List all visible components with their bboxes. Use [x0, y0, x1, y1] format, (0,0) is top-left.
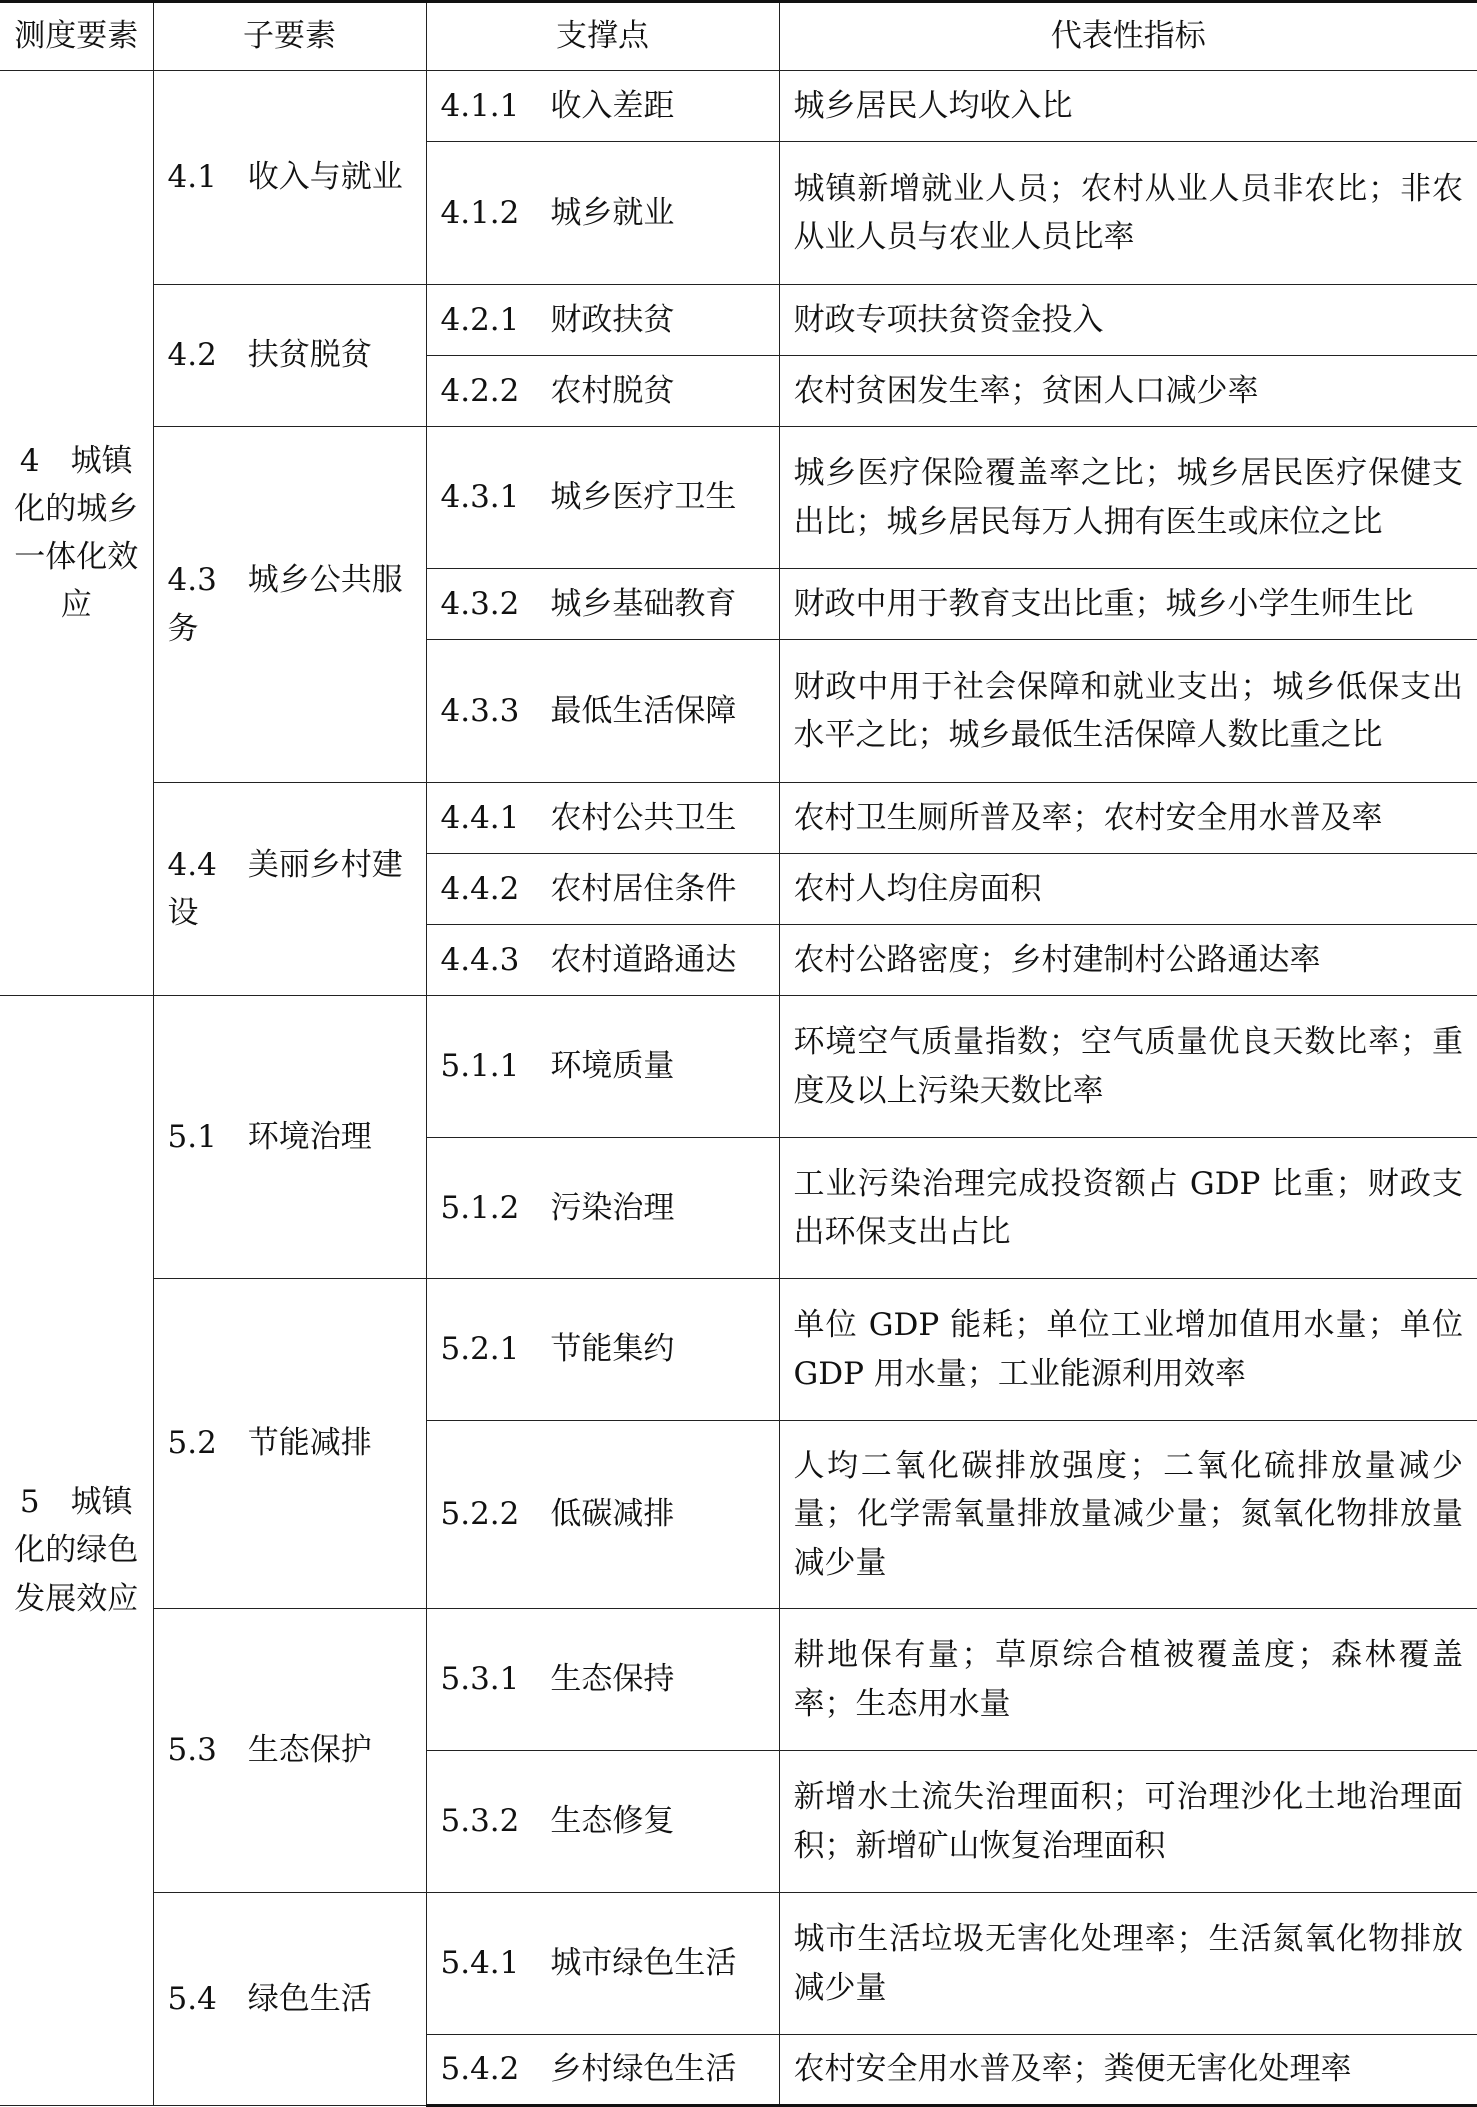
support-point-cell: 5.1.2 污染治理 — [426, 1138, 779, 1279]
subelement-cell: 4.3 城乡公共服务 — [153, 427, 426, 783]
header-support-point: 支撑点 — [426, 2, 779, 71]
element-cell: 4 城镇化的城乡一体化效应 — [0, 71, 153, 996]
indicator-cell: 人均二氧化碳排放强度；二氧化硫排放量减少量；化学需氧量排放量减少量；氮氧化物排放量减少量 — [779, 1421, 1477, 1609]
indicator-cell: 农村人均住房面积 — [779, 854, 1477, 925]
header-element: 测度要素 — [0, 2, 153, 71]
table-row — [0, 1893, 1477, 2035]
support-point-cell: 4.2.2 农村脱贫 — [426, 356, 779, 427]
support-point-cell: 4.1.2 城乡就业 — [426, 142, 779, 285]
support-point-cell: 5.4.2 乡村绿色生活 — [426, 2035, 779, 2106]
indicator-cell: 城市生活垃圾无害化处理率；生活氮氧化物排放减少量 — [779, 1893, 1477, 2035]
indicator-cell: 城乡医疗保险覆盖率之比；城乡居民医疗保健支出比；城乡居民每万人拥有医生或床位之比 — [779, 427, 1477, 569]
subelement-cell: 4.4 美丽乡村建设 — [153, 783, 426, 996]
indicator-cell: 城乡居民人均收入比 — [779, 71, 1477, 142]
support-point-cell: 5.2.1 节能集约 — [426, 1279, 779, 1421]
subelement-cell: 5.3 生态保护 — [153, 1609, 426, 1893]
subelement-cell: 5.1 环境治理 — [153, 996, 426, 1279]
header-row — [0, 2, 1477, 71]
indicator-cell: 耕地保有量；草原综合植被覆盖度；森林覆盖率；生态用水量 — [779, 1609, 1477, 1751]
indicator-cell: 农村贫困发生率；贫困人口减少率 — [779, 356, 1477, 427]
table-row — [0, 1279, 1477, 1421]
table-row — [0, 285, 1477, 356]
indicator-cell: 环境空气质量指数；空气质量优良天数比率；重度及以上污染天数比率 — [779, 996, 1477, 1138]
indicator-cell: 农村安全用水普及率；粪便无害化处理率 — [779, 2035, 1477, 2106]
indicator-cell: 财政专项扶贫资金投入 — [779, 285, 1477, 356]
table-row — [0, 996, 1477, 1138]
support-point-cell: 4.3.2 城乡基础教育 — [426, 569, 779, 640]
support-point-cell: 4.4.3 农村道路通达 — [426, 925, 779, 996]
support-point-cell: 5.4.1 城市绿色生活 — [426, 1893, 779, 2035]
support-point-cell: 4.4.1 农村公共卫生 — [426, 783, 779, 854]
indicator-cell: 工业污染治理完成投资额占 GDP 比重；财政支出环保支出占比 — [779, 1138, 1477, 1279]
subelement-cell: 4.2 扶贫脱贫 — [153, 285, 426, 427]
support-point-cell: 5.2.2 低碳减排 — [426, 1421, 779, 1609]
element-cell: 5 城镇化的绿色发展效应 — [0, 996, 153, 2106]
table-row — [0, 71, 1477, 142]
header-subelement: 子要素 — [153, 2, 426, 71]
table-row — [0, 1609, 1477, 1751]
indicator-cell: 新增水土流失治理面积；可治理沙化土地治理面积；新增矿山恢复治理面积 — [779, 1751, 1477, 1893]
support-point-cell: 4.4.2 农村居住条件 — [426, 854, 779, 925]
support-point-cell: 4.3.3 最低生活保障 — [426, 640, 779, 783]
support-point-cell: 4.2.1 财政扶贫 — [426, 285, 779, 356]
table-row — [0, 783, 1477, 854]
subelement-cell: 4.1 收入与就业 — [153, 71, 426, 285]
subelement-cell: 5.2 节能减排 — [153, 1279, 426, 1609]
header-indicator: 代表性指标 — [779, 2, 1477, 71]
indicator-cell: 单位 GDP 能耗；单位工业增加值用水量；单位 GDP 用水量；工业能源利用效率 — [779, 1279, 1477, 1421]
support-point-cell: 4.1.1 收入差距 — [426, 71, 779, 142]
indicator-cell: 农村公路密度；乡村建制村公路通达率 — [779, 925, 1477, 996]
subelement-cell: 5.4 绿色生活 — [153, 1893, 426, 2106]
indicator-cell: 城镇新增就业人员；农村从业人员非农比；非农从业人员与农业人员比率 — [779, 142, 1477, 285]
table-row — [0, 427, 1477, 569]
indicator-cell: 农村卫生厕所普及率；农村安全用水普及率 — [779, 783, 1477, 854]
indicator-cell: 财政中用于教育支出比重；城乡小学生师生比 — [779, 569, 1477, 640]
support-point-cell: 5.1.1 环境质量 — [426, 996, 779, 1138]
support-point-cell: 5.3.2 生态修复 — [426, 1751, 779, 1893]
indicator-cell: 财政中用于社会保障和就业支出；城乡低保支出水平之比；城乡最低生活保障人数比重之比 — [779, 640, 1477, 783]
support-point-cell: 5.3.1 生态保持 — [426, 1609, 779, 1751]
support-point-cell: 4.3.1 城乡医疗卫生 — [426, 427, 779, 569]
